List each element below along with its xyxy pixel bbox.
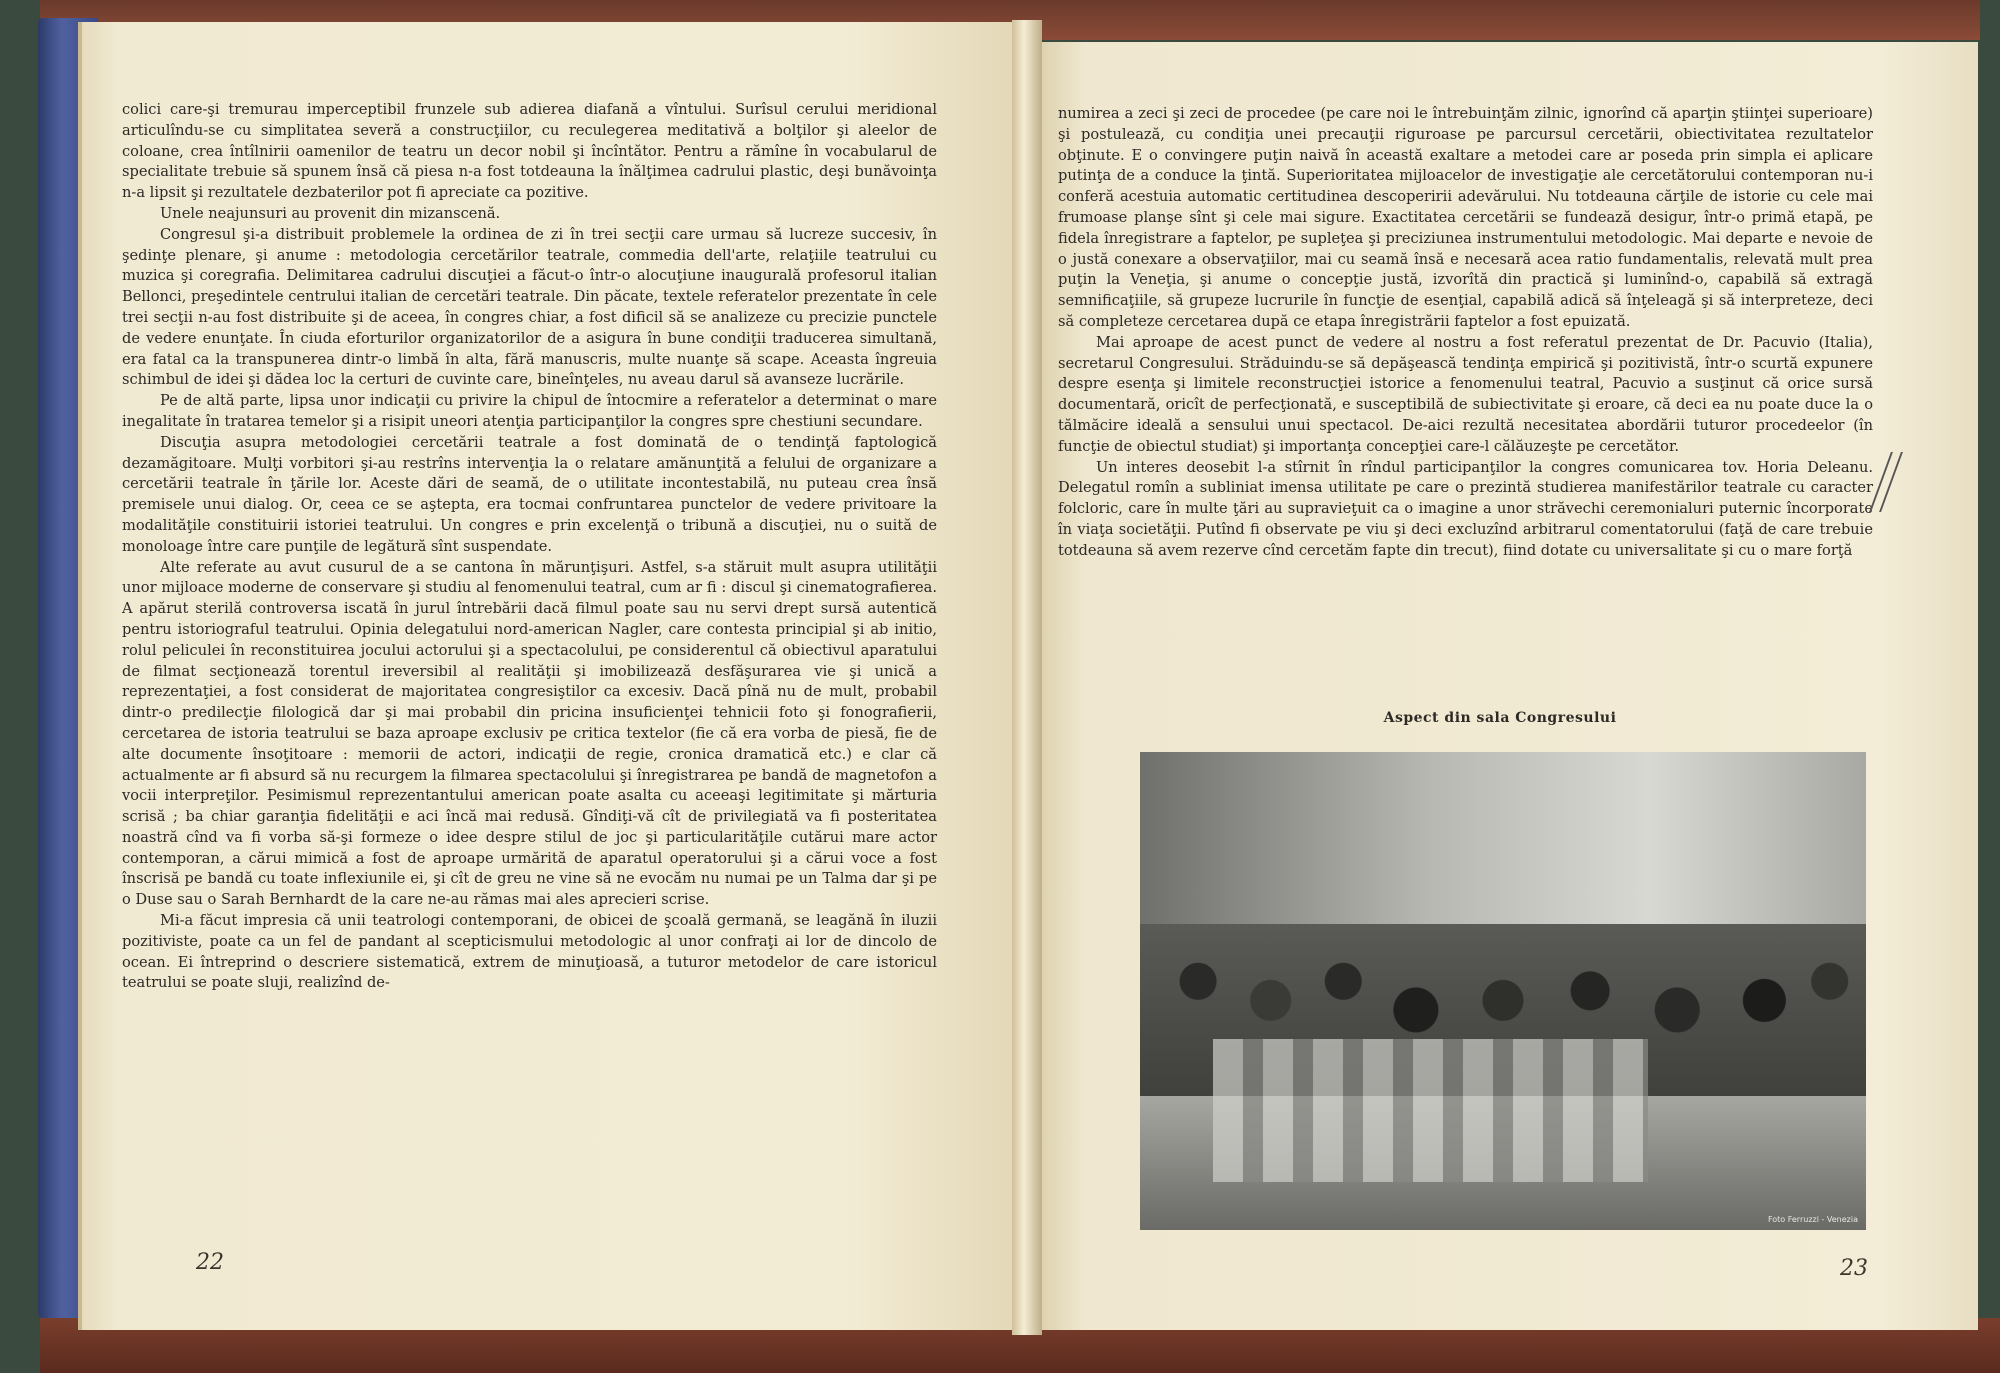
page-number-left: 22 [196,1250,224,1275]
left-page-text [122,100,937,994]
page-number-right: 23 [1840,1256,1868,1281]
left-paragraph: Alte referate au avut cusurul de a se cantona în mărunţişuri. Astfel, s-a stăruit mult asupra utilităţii unor mijloace moderne de conservare şi studiu al fenomenului teatral, cum ar fi : discul şi cinematografierea. A apărut sterilă controversa iscată în jurul întrebării dacă filmul poate sau nu servi drept sursă autentică pentru istoriograful teatrului. Opinia delegatului nord-american Nagler, care contesta principial şi ab initio, rolul peliculei în reconstituirea jocului actorului şi a spectacolului, pe considerentul că obiectivul aparatului de filmat secţionează torentul ireversibil al realităţii şi imobilizează desfăşurarea vie şi unică a reprezentaţiei, a fost considerat de majoritatea congresiştilor ca excesiv. Dacă pînă nu de mult, probabil dintr-o predilecţie filologică dar şi mai probabil din pricina insuficienţei tehnicii foto şi fonografierii, cercetarea de istoria teatrului se baza aproape exclusiv pe critica textelor (fie că era vorba de piesă, fie de alte documente însoţitoare : memorii de actori, indicaţii de regie, cronica dramatică etc.) e clar că actualmente ar fi absurd să nu recurgem la filmarea spectacolului şi înregistrarea pe bandă de magnetofon a vocii interpreţilor. Pesimismul reprezentantului american poate asalta cu aceeaşi legitimitate şi mărturia scrisă ; ba chiar garanţia fidelităţii e aci încă mai redusă. Gîndiţi-vă cît de privilegiată va fi posteritatea noastră cînd va fi vorba să-şi formeze o idee despre stilul de joc şi particularităţile cutărui mare actor contemporan, a cărui mimică a fost de aproape urmărită de aparatul operatorului şi a cărui voce a fost înscrisă pe bandă cu toate inflexiunile ei, şi cît de greu ne vine să ne evocăm nu numai pe un Talma dar şi pe o Duse sau o Sarah Bernhardt de la care ne-au rămas mai ales aprecieri scrise. [122,558,937,909]
right-paragraph: Mai aproape de acest punct de vedere al nostru a fost referatul prezentat de Dr. Pacuvio (Italia), secretarul Congresului. Străduindu-se să depăşească tendinţa empirică şi pozitivistă, într-o scurtă expunere despre esenţa şi limitele reconstrucţiei istorice a fenomenului teatral, Pacuvio a susţinut că orice sursă documentară, oricît de perfecţionată, e susceptibilă de subiectivitate şi eroare, că deci ea nu poate duce la o tălmăcire ideală a sensului unui spectacol. De-aici rezultă necesitatea abordării tuturor procedeelor (în funcţie de obiectul studiat) şi importanţa concepţiei care-l călăuzeşte pe cercetător. [1058,333,1873,455]
photo-credit: Foto Ferruzzi - Venezia [1767,1215,1858,1224]
book-gutter [1012,20,1042,1335]
left-paragraph: Pe de altă parte, lipsa unor indicaţii cu privire la chipul de întocmire a referatelor a determinat o mare inegalitate în tratarea temelor şi a risipit uneori atenţia participanţilor la congres spre chestiuni secundare. [122,392,937,430]
right-paragraph: Un interes deosebit l-a stîrnit în rîndul participanţilor la congres comunicarea tov. Horia Deleanu. Delegatul romîn a subliniat imensa utilitate pe care o prezintă studierea manifestărilor teatrale cu caracter folcloric, care în multe ţări au supravieţuit ca o imagine a unor străvechi ceremonialuri puternic încorporate în viaţa societăţii. Putînd fi observate pe viu şi deci excluzînd arbitrarul comentatorului (faţă de care trebuie totdeauna să avem rezerve cînd cercetăm fapte din trecut), fiind dotate cu universalitate şi cu o mare forţă [1058,458,1873,559]
left-paragraph: Unele neajunsuri au provenit din mizanscenă. [160,204,501,222]
left-paragraph: Discuţia asupra metodologiei cercetării teatrale a fost dominată de o tendinţă faptologică dezamăgitoare. Mulţi vorbitori şi-au restrîns intervenţia la o relatare amănunţită a felului de organizare a cercetării teatrale în ţările lor. Aceste dări de seamă, de o utilitate incontestabilă, nu puteau crea însă premisele unui dialog. Or, ceea ce se aştepta, era tocmai confruntarea punctelor de vedere privitoare la modalităţile constituirii istoriei teatrului. Un congres e prin excelenţă o tribună a discuţiei, nu o suită de monoloage între care punţile de legătură sînt suspendate. [122,433,937,555]
left-paragraph: Mi-a făcut impresia că unii teatrologi contemporani, de obicei de şcoală germană, se leagănă în iluzii pozitiviste, poate ca un fel de pandant al scepticismului metodologic al unor confraţi ai lor de dincolo de ocean. Ei întreprind o descriere sistematică, extrem de minuţioasă, a tuturor metodelor de care istoricul teatrului se poate sluji, realizînd de- [122,912,937,992]
left-paragraph: colici care-şi tremurau imperceptibil frunzele sub adierea diafană a vîntului. Surîsul cerului meridional articulîndu-se cu simplitatea severă a construcţiilor, cu reculegerea meditativă a bolţilor şi aleelor de coloane, crea întîlnirii oamenilor de teatru un decor nobil şi încîntător. Pentru a rămîne în vocabularul de specialitate trebuie să spunem însă că piesa n-a fost totdeauna la înălţimea cadrului plastic, deşi bunăvoinţa n-a lipsit şi rezultatele dezbaterilor pot fi apreciate ca pozitive. [122,101,937,202]
congress-hall-photo [1140,752,1866,1230]
left-paragraph: Congresul şi-a distribuit problemele la ordinea de zi în trei secţii care urmau să lucreze succesiv, în şedinţe plenare, şi anume : metodologia cercetărilor teatrale, commedia dell'arte, relaţiile teatrului cu muzica şi coregrafia. Delimitarea cadrului discuţiei a făcut-o într-o alocuţiune inaugurală profesorul italian Bellonci, preşedintele centrului italian de cercetări teatrale. Din păcate, textele referatelor prezentate în cele trei secţii n-au fost distribuite şi de aceea, în congres chiar, a fost dificil să se analizeze cu precizie punctele de vedere enunţate. În ciuda eforturilor organizatorilor de a asigura în bune condiţii traducerea simultană, era fatal ca la transpunerea dintr-o limbă în alta, fără manuscris, multe nuanţe să scape. Aceasta îngreuia schimbul de idei şi dădea loc la certuri de cuvinte care, bineînţeles, nu aveau darul să avanseze lucrările. [122,225,937,389]
photo-chairs [1213,1039,1649,1182]
right-page-text [1058,104,1873,562]
right-paragraph: numirea a zeci şi zeci de procedee (pe care noi le întrebuinţăm zilnic, ignorînd că aparţin ştiinţei superioare) şi postulează, cu condiţia unei precauţii riguroase pe parcursul cercetării, obiectivitatea rezultatelor obţinute. E o convingere puţin naivă în această exaltare a metodei care ar poseda prin simpla ei aplicare putinţa de a conduce la ţintă. Superioritatea mijloacelor de investigaţie ale cercetătorului contemporan nu-i conferă acestuia automatic certitudinea descoperirii adevărului. Nu totdeauna cărţile de istorie cu cele mai frumoase planşe sînt şi cele mai sigure. Exactitatea cercetării se fundează desigur, într-o primă etapă, pe fidela înregistrare a faptelor, pe supleţea şi preciziunea instrumentului metodologic. Mai departe e nevoie de o justă conexare a observaţiilor, mai cu seamă însă e necesară acea ratio fundamentalis, relevată mult prea puţin la Veneţia, şi anume o concepţie justă, izvorîtă din practică şi luminînd-o, capabilă să extragă semnificaţiile, să grupeze lucrurile în funcţie de esenţial, capabilă adică să înţeleagă şi să interpreteze, deci să completeze cercetarea după ce etapa înregistrării faptelor a fost epuizată. [1058,105,1873,330]
photo-caption: Aspect din sala Congresului [1383,710,1617,726]
